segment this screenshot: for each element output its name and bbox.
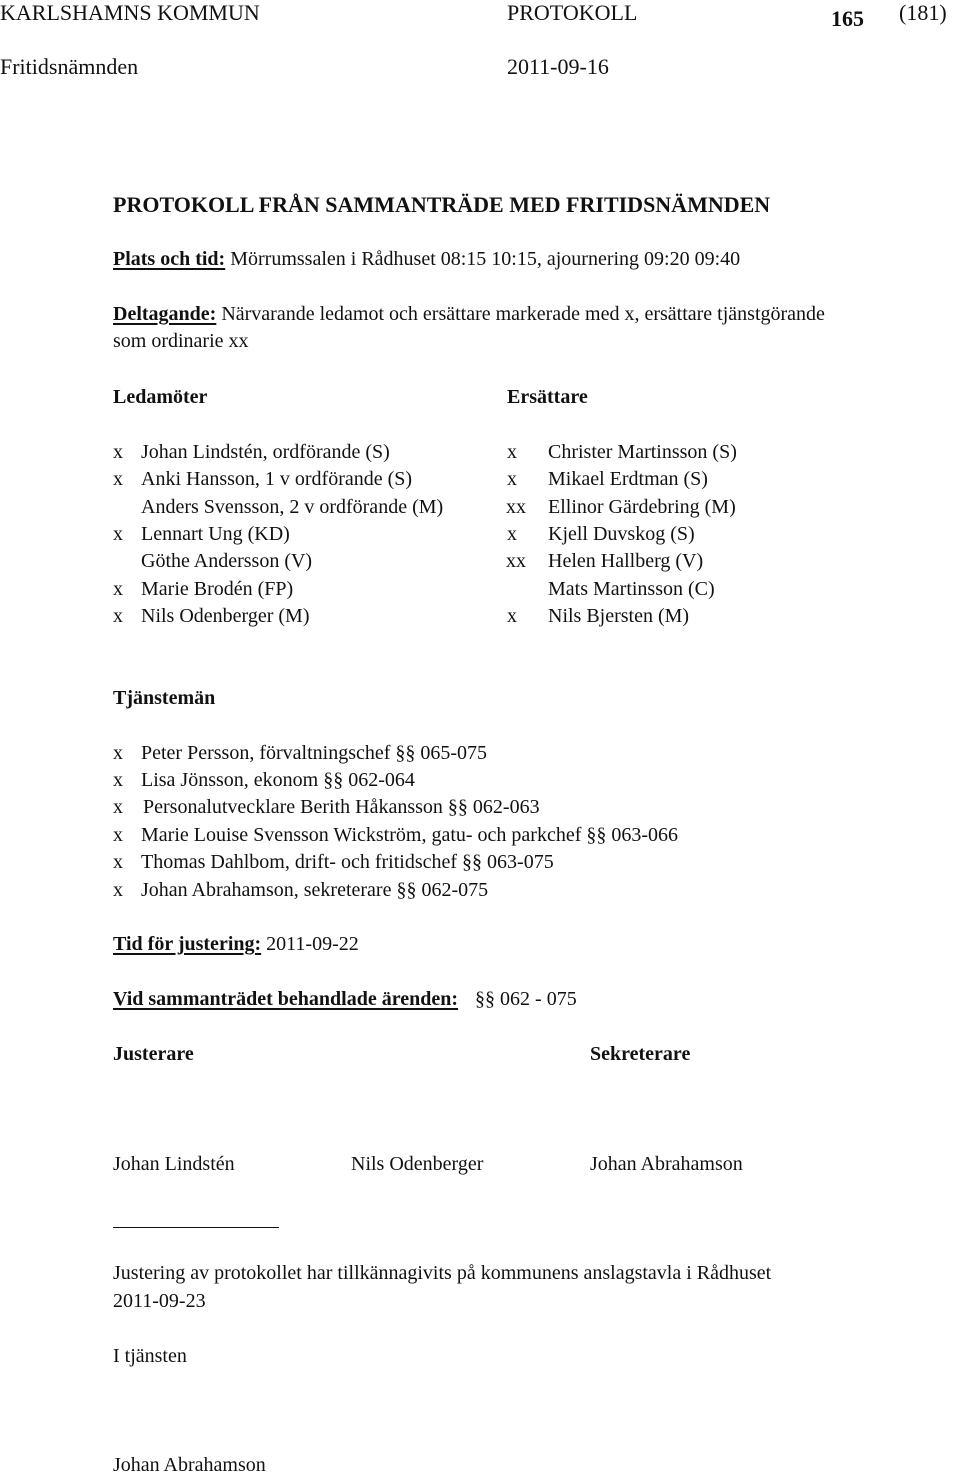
member-mark: x	[113, 523, 123, 545]
paragraph-sign: §§	[586, 824, 607, 846]
page-number: 165	[831, 6, 864, 31]
member-name: Göthe Andersson (V)	[141, 550, 313, 572]
adjuster-2-name: Nils Odenberger	[351, 1153, 484, 1175]
place-time-label: Plats och tid:	[113, 248, 226, 270]
member-mark: x	[113, 605, 123, 627]
official-name: Personalutvecklare Berith Håkansson	[143, 796, 443, 818]
paragraph-range: 062-064	[348, 769, 415, 791]
member-mark: x	[113, 578, 123, 600]
official-row	[143, 797, 540, 817]
official-row	[141, 852, 554, 872]
header-date: 2011-09-16	[507, 54, 609, 79]
notice-date: 2011-09-23	[113, 1290, 206, 1312]
committee-name: Fritidsnämnden	[0, 54, 139, 79]
secretary-heading: Sekreterare	[590, 1043, 691, 1065]
official-row	[141, 770, 415, 790]
member-mark: x	[113, 468, 123, 490]
matters-line	[113, 989, 577, 1009]
page-total: (181)	[899, 0, 947, 25]
participation-line1	[113, 304, 825, 324]
on-duty-label: I tjänsten	[113, 1345, 187, 1367]
official-mark: x	[113, 824, 123, 846]
official-row	[141, 743, 487, 763]
substitute-mark: x	[507, 605, 517, 627]
place-time-value: Mörrumssalen i Rådhuset 08:15 10:15, ajournering 09:20 09:40	[230, 248, 741, 270]
member-mark: x	[113, 441, 123, 463]
document-type: PROTOKOLL	[507, 0, 638, 25]
member-name: Anders Svensson, 2 v ordförande (M)	[141, 496, 444, 518]
adjusters-heading: Justerare	[113, 1043, 194, 1065]
paragraph-range: 062-063	[472, 796, 540, 818]
paragraph-sign: §§	[395, 742, 416, 764]
paragraph-range: 062-075	[421, 879, 489, 901]
adjustment-time-line	[113, 934, 359, 954]
official-row	[141, 880, 488, 900]
paragraph-range: 063-075	[487, 851, 554, 873]
adjustment-time-value: 2011-09-22	[266, 933, 359, 955]
substitute-name: Christer Martinsson (S)	[548, 441, 737, 463]
official-mark: x	[113, 769, 123, 791]
substitutes-heading: Ersättare	[507, 386, 588, 408]
official-mark: x	[113, 796, 123, 818]
matters-value: 062 - 075	[500, 988, 577, 1010]
member-name: Marie Brodén (FP)	[141, 578, 294, 600]
substitute-name: Nils Bjersten (M)	[548, 605, 690, 627]
official-mark: x	[113, 851, 123, 873]
paragraph-sign: §§	[396, 879, 417, 901]
official-name: Thomas Dahlbom, drift- och fritidschef	[141, 851, 458, 873]
adjustment-time-label: Tid för justering:	[113, 933, 262, 955]
participation-label: Deltagande:	[113, 303, 217, 325]
paragraph-range: 063-066	[611, 824, 679, 846]
document-title: PROTOKOLL FRÅN SAMMANTRÄDE MED FRITIDSNÄMNDEN	[113, 192, 771, 217]
substitute-name: Mikael Erdtman (S)	[548, 468, 708, 490]
paragraph-range: 065-075	[420, 742, 488, 764]
substitute-name: Mats Martinsson (C)	[548, 578, 715, 600]
official-name: Marie Louise Svensson Wickström, gatu- och parkchef	[141, 824, 582, 846]
substitute-name: Kjell Duvskog (S)	[548, 523, 695, 545]
paragraph-sign: §§	[447, 796, 468, 818]
substitute-mark: x	[507, 468, 517, 490]
municipality-name: KARLSHAMNS KOMMUN	[0, 0, 260, 25]
official-mark: x	[113, 742, 123, 764]
official-name: Lisa Jönsson, ekonom	[141, 769, 319, 791]
matters-label: Vid sammanträdet behandlade ärenden:	[113, 988, 459, 1010]
official-name: Peter Persson, förvaltningschef	[141, 742, 391, 764]
notice-line1: Justering av protokollet har tillkännagivits på kommunens anslagstavla i Rådhuset	[113, 1262, 772, 1284]
on-duty-name: Johan Abrahamson	[113, 1454, 266, 1476]
substitute-mark: xx	[506, 550, 526, 572]
paragraph-sign: §§	[462, 851, 483, 873]
substitute-mark: xx	[506, 496, 526, 518]
substitute-mark: x	[507, 441, 517, 463]
member-name: Anki Hansson, 1 v ordförande (S)	[141, 468, 413, 490]
signature-line	[113, 1227, 279, 1228]
substitute-name: Ellinor Gärdebring (M)	[548, 496, 736, 518]
official-row	[141, 825, 678, 845]
participation-line2: som ordinarie xx	[113, 330, 249, 352]
substitute-name: Helen Hallberg (V)	[548, 550, 704, 572]
adjuster-1-name: Johan Lindstén	[113, 1153, 235, 1175]
substitute-mark: x	[507, 523, 517, 545]
member-name: Lennart Ung (KD)	[141, 523, 290, 545]
participation-text: Närvarande ledamot och ersättare markerade med x, ersättare tjänstgörande	[221, 303, 825, 325]
paragraph-sign: §§	[323, 769, 344, 791]
member-name: Nils Odenberger (M)	[141, 605, 310, 627]
members-heading: Ledamöter	[113, 386, 208, 408]
officials-heading: Tjänstemän	[113, 687, 216, 709]
place-time-line	[113, 249, 740, 269]
official-name: Johan Abrahamson, sekreterare	[141, 879, 392, 901]
member-name: Johan Lindstén, ordförande (S)	[141, 441, 390, 463]
paragraph-sign: §§	[475, 988, 496, 1010]
secretary-name: Johan Abrahamson	[590, 1153, 743, 1175]
official-mark: x	[113, 879, 123, 901]
